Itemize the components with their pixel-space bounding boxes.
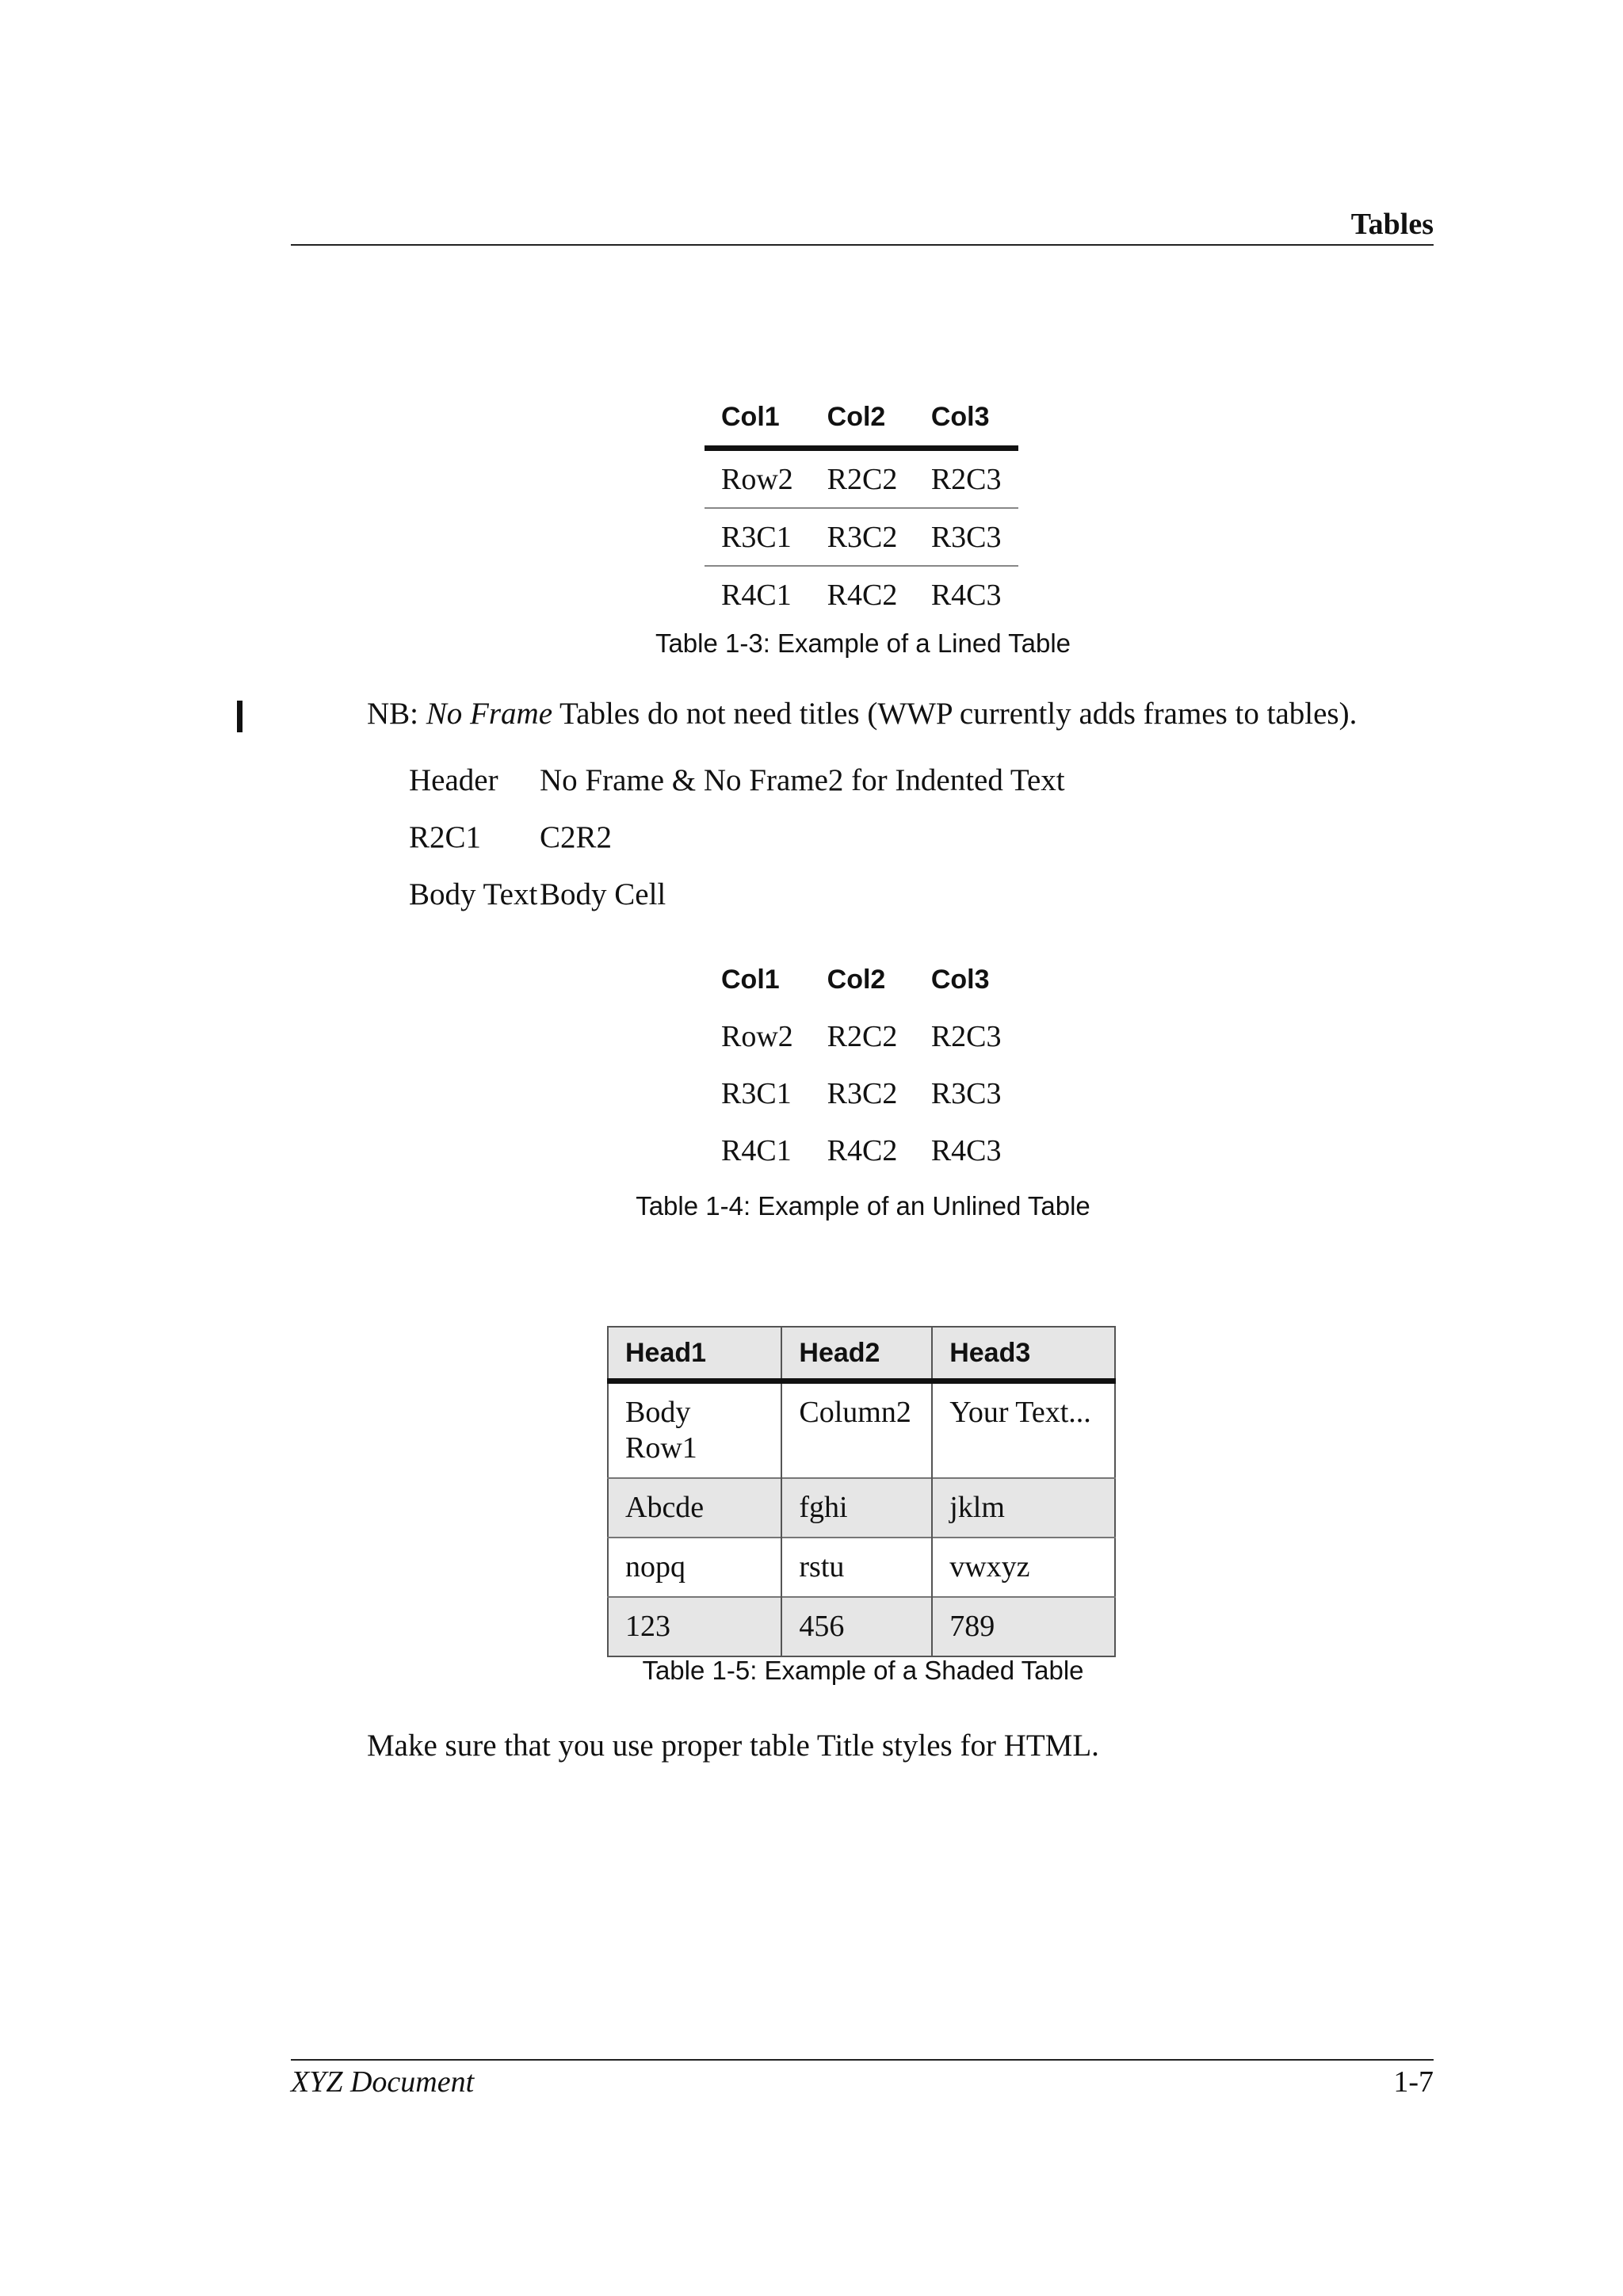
table-cell: Header: [409, 762, 498, 797]
running-header-title: Tables: [1350, 208, 1434, 241]
table-caption: Table 1-4: Example of an Unlined Table: [636, 1191, 1090, 1221]
table-cell: Your Text...: [932, 1381, 1115, 1479]
table-cell: Body Cell: [540, 877, 666, 911]
table-cell: Body Row1: [608, 1381, 781, 1479]
table-cell: rstu: [781, 1538, 932, 1597]
shaded-table: [607, 1326, 1116, 1657]
lined-table-header-cell: Col3: [915, 388, 1018, 449]
unlined-table-header-cell: Col3: [930, 964, 990, 995]
table-row: [409, 751, 1065, 808]
table-row: [409, 808, 1065, 865]
shaded-table-header-cell: Head3: [932, 1327, 1115, 1381]
table-cell: 456: [781, 1597, 932, 1656]
table-row: [705, 1065, 1018, 1122]
table-cell: 789: [932, 1597, 1115, 1656]
table-caption: Table 1-5: Example of a Shaded Table: [642, 1656, 1084, 1685]
table-cell: R3C2: [827, 1077, 898, 1110]
table-row: [608, 1381, 1115, 1479]
table-cell: R3C3: [915, 508, 1018, 566]
unlined-table-header-row: [705, 951, 1018, 1008]
table-cell: R3C2: [811, 508, 915, 566]
change-bar: [237, 701, 242, 732]
table-caption: Table 1-3: Example of a Lined Table: [655, 628, 1071, 658]
shaded-table-header-cell: Head1: [608, 1327, 781, 1381]
note-emphasis: No Frame: [426, 697, 553, 731]
table-row: [705, 508, 1018, 566]
table-cell: R4C1: [721, 578, 792, 612]
header-rule: [291, 244, 1434, 246]
table-cell: R2C1: [409, 819, 482, 854]
table-cell: R4C1: [721, 1134, 792, 1167]
table-row: [608, 1597, 1115, 1656]
table-row: [608, 1478, 1115, 1538]
table-row: [705, 449, 1018, 509]
table-cell: R2C2: [811, 449, 915, 509]
table-cell: nopq: [608, 1538, 781, 1597]
table-cell: R3C3: [930, 1077, 1002, 1110]
table-row: [409, 865, 1065, 923]
table-cell: Row2: [721, 1020, 793, 1053]
table-cell: vwxyz: [932, 1538, 1115, 1597]
shaded-table-header-cell: Head2: [781, 1327, 932, 1381]
noframe-table: [409, 751, 1065, 923]
note-prefix: NB:: [367, 697, 426, 731]
footer-document-title: XYZ Document: [291, 2065, 475, 2099]
table-cell: R2C3: [930, 1020, 1002, 1053]
table-row: [705, 1008, 1018, 1065]
footer-rule: [291, 2059, 1434, 2061]
lined-table-header-cell: Col1: [705, 388, 811, 449]
lined-table-header-row: [705, 388, 1018, 449]
table-cell: Row2: [705, 449, 811, 509]
table-cell: R4C2: [827, 578, 898, 612]
table-cell: R2C3: [915, 449, 1018, 509]
table-cell: R4C3: [930, 578, 1002, 612]
table-cell: C2R2: [540, 819, 613, 854]
unlined-table: [705, 951, 1018, 1179]
table-row: [705, 566, 1018, 623]
table-row: [705, 1122, 1018, 1179]
table-cell: R3C1: [721, 1077, 792, 1110]
unlined-table-header-cell: Col1: [721, 964, 780, 995]
table-cell: R2C2: [827, 1020, 898, 1053]
shaded-table-header-row: [608, 1327, 1115, 1381]
table-cell: 123: [608, 1597, 781, 1656]
table-cell: Abcde: [608, 1478, 781, 1538]
table-cell: fghi: [781, 1478, 932, 1538]
table-cell: No Frame & No Frame2 for Indented Text: [540, 762, 1065, 797]
unlined-table-header-cell: Col2: [827, 964, 886, 995]
lined-table-header-cell: Col2: [811, 388, 915, 449]
table-cell: Column2: [781, 1381, 932, 1479]
table-cell: R4C2: [827, 1134, 898, 1167]
note-text: Tables do not need titles (WWP currently adds frames to tables).: [552, 697, 1358, 731]
table-cell: R4C3: [930, 1134, 1002, 1167]
table-cell: R3C1: [705, 508, 811, 566]
footer-page-number: 1-7: [1393, 2065, 1434, 2099]
table-cell: jklm: [932, 1478, 1115, 1538]
table-row: [608, 1538, 1115, 1597]
closing-paragraph: Make sure that you use proper table Title styles for HTML.: [367, 1729, 1099, 1763]
table-cell: Body Text: [409, 877, 538, 911]
lined-table: [705, 388, 1018, 623]
note-paragraph: [367, 694, 1357, 734]
